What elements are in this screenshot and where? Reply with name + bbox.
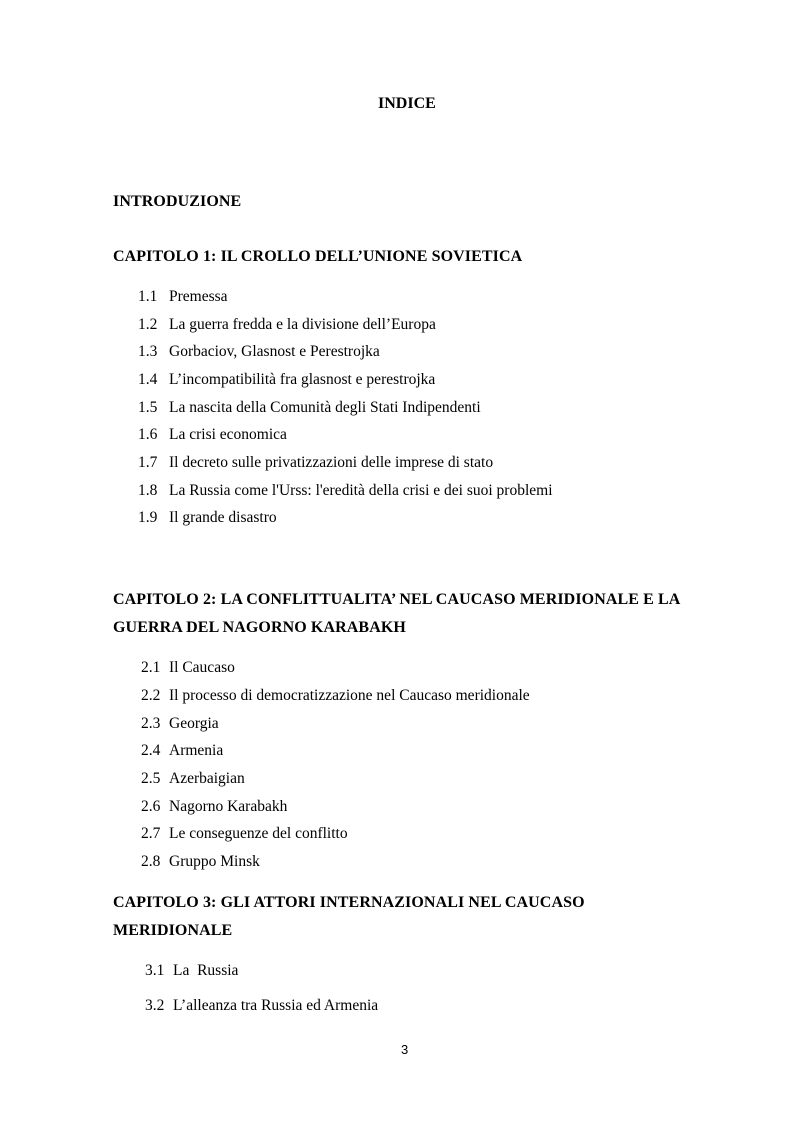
- toc-entry-number: 1.5: [138, 399, 158, 416]
- toc-entry-title: La Russia: [173, 962, 239, 979]
- toc-entry-number: 2.2: [141, 687, 161, 704]
- introduction-heading: INTRODUZIONE: [113, 193, 242, 210]
- toc-entry-number: 2.8: [141, 853, 161, 870]
- chapter3-heading-line2: MERIDIONALE: [113, 922, 233, 939]
- page-title: INDICE: [378, 95, 436, 112]
- toc-entry: [138, 399, 481, 417]
- toc-entry-title: La nascita della Comunità degli Stati Indipendenti: [169, 399, 481, 416]
- toc-entry: [145, 962, 238, 980]
- toc-entry-number: 3.2: [145, 997, 165, 1014]
- toc-entry-number: 2.5: [141, 770, 161, 787]
- toc-entry-number: 2.6: [141, 798, 161, 815]
- toc-entry-title: Nagorno Karabakh: [169, 798, 288, 815]
- toc-entry-title: Premessa: [169, 288, 228, 305]
- toc-entry: [138, 426, 287, 444]
- toc-entry-title: Armenia: [169, 742, 224, 759]
- toc-entry-title: Il grande disastro: [169, 509, 277, 526]
- toc-entry: [141, 853, 260, 871]
- chapter3-heading-line1: CAPITOLO 3: GLI ATTORI INTERNAZIONALI NEL CAUCASO: [113, 894, 585, 911]
- toc-entry-number: 1.9: [138, 509, 158, 526]
- toc-entry: [138, 316, 436, 334]
- toc-entry-number: 1.2: [138, 316, 158, 333]
- toc-entry: [138, 482, 553, 500]
- toc-entry-number: 1.4: [138, 371, 158, 388]
- toc-entry: [141, 659, 235, 677]
- toc-entry-title: Le conseguenze del conflitto: [169, 825, 348, 842]
- toc-entry: [138, 288, 228, 306]
- toc-entry-number: 1.8: [138, 482, 158, 499]
- toc-entry: [141, 687, 530, 705]
- page-number: 3: [401, 1042, 409, 1057]
- toc-entry: [138, 371, 435, 389]
- toc-entry-number: 1.7: [138, 454, 158, 471]
- toc-entry: [138, 454, 493, 472]
- toc-entry-title: Il processo di democratizzazione nel Caucaso meridionale: [169, 687, 530, 704]
- toc-entry-title: Il decreto sulle privatizzazioni delle imprese di stato: [169, 454, 494, 471]
- toc-entry-title: La guerra fredda e la divisione dell’Europa: [169, 316, 436, 333]
- toc-entry-title: La Russia come l'Urss: l'eredità della crisi e dei suoi problemi: [169, 482, 553, 499]
- toc-entry: [138, 343, 380, 361]
- toc-entry-number: 2.3: [141, 715, 161, 732]
- toc-entry-title: Georgia: [169, 715, 219, 732]
- toc-entry-number: 2.4: [141, 742, 161, 759]
- toc-entry: [141, 770, 245, 788]
- toc-entry-title: Gruppo Minsk: [169, 853, 260, 870]
- toc-entry-title: Il Caucaso: [169, 659, 235, 676]
- toc-entry-number: 1.3: [138, 343, 158, 360]
- toc-entry: [145, 997, 378, 1015]
- toc-entry-title: La crisi economica: [169, 426, 287, 443]
- toc-entry-number: 1.6: [138, 426, 158, 443]
- toc-entry-number: 2.7: [141, 825, 161, 842]
- toc-entry-title: L’alleanza tra Russia ed Armenia: [173, 997, 379, 1014]
- chapter2-heading-line1: CAPITOLO 2: LA CONFLITTUALITA’ NEL CAUCASO MERIDIONALE E LA: [113, 591, 681, 608]
- toc-entry-number: 2.1: [141, 659, 161, 676]
- toc-entry-title: Gorbaciov, Glasnost e Perestrojka: [169, 343, 380, 360]
- toc-entry-number: 1.1: [138, 288, 158, 305]
- toc-entry: [141, 798, 287, 816]
- chapter2-heading-line2: GUERRA DEL NAGORNO KARABAKH: [113, 619, 406, 636]
- toc-entry: [141, 715, 219, 733]
- toc-entry: [138, 509, 277, 527]
- toc-entry: [141, 742, 223, 760]
- toc-entry-number: 3.1: [145, 962, 165, 979]
- chapter1-heading: CAPITOLO 1: IL CROLLO DELL’UNIONE SOVIETICA: [113, 248, 523, 265]
- toc-entry: [141, 825, 348, 843]
- toc-entry-title: L’incompatibilità fra glasnost e perestrojka: [169, 371, 436, 388]
- toc-entry-title: Azerbaigian: [169, 770, 245, 787]
